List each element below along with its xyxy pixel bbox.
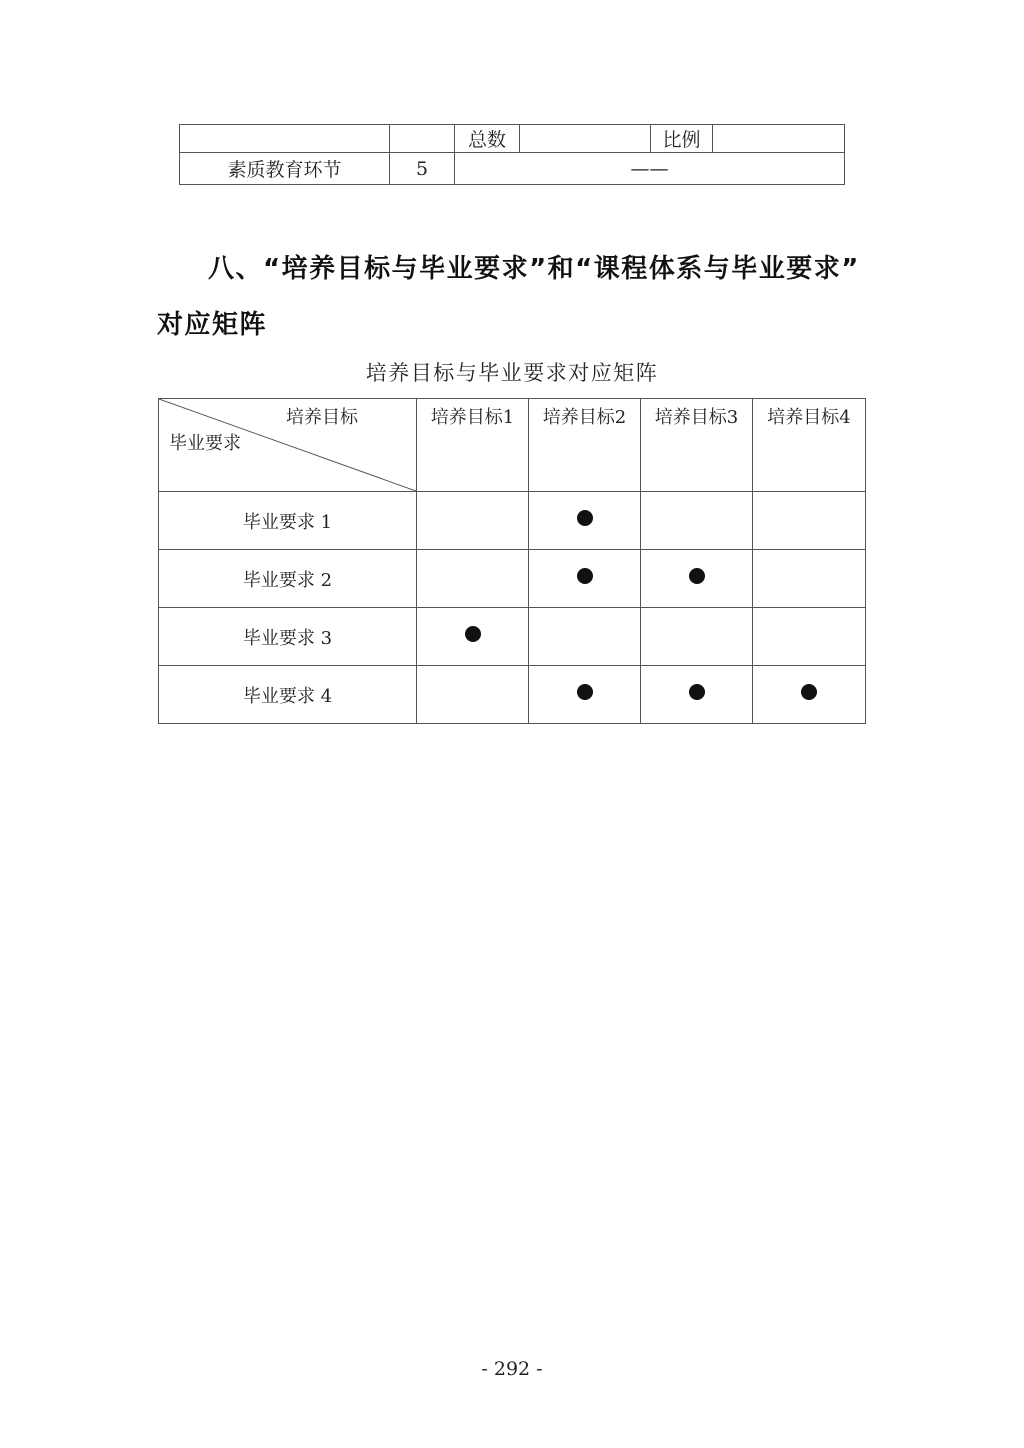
matrix-row (159, 608, 866, 666)
matrix-header-row (159, 399, 866, 492)
summary-table (179, 124, 845, 185)
matrix-cell (529, 666, 641, 724)
filled-dot-icon (689, 568, 705, 584)
corner-label-columns: 培养目标 (286, 407, 358, 428)
matrix-cell (641, 550, 753, 608)
section-heading: 八、“培养目标与毕业要求”和“课程体系与毕业要求” (208, 254, 860, 284)
matrix-cell (417, 492, 529, 550)
header-total: 总数 (455, 125, 520, 153)
page-number: - 292 - (481, 1358, 543, 1380)
header-ratio: 比例 (651, 125, 713, 153)
corner-label-rows: 毕业要求 (169, 433, 241, 454)
matrix-cell (753, 550, 866, 608)
matrix-cell (753, 608, 866, 666)
row-label: 素质教育环节 (180, 153, 390, 185)
row-label: 毕业要求 2 (159, 550, 417, 608)
matrix-cell (753, 666, 866, 724)
matrix-cell (417, 608, 529, 666)
matrix-cell (417, 666, 529, 724)
matrix-cell (529, 492, 641, 550)
matrix-cell (529, 608, 641, 666)
corner-cell (159, 399, 417, 492)
matrix-cell (641, 666, 753, 724)
row-label: 毕业要求 1 (159, 492, 417, 550)
table-cell (713, 125, 845, 153)
matrix-caption: 培养目标与毕业要求对应矩阵 (365, 361, 659, 385)
column-header: 培养目标1 (417, 399, 529, 492)
column-header: 培养目标4 (753, 399, 866, 492)
table-cell (180, 125, 390, 153)
column-header: 培养目标2 (529, 399, 641, 492)
filled-dot-icon (465, 626, 481, 642)
matrix-cell (417, 550, 529, 608)
correspondence-matrix (158, 398, 866, 724)
filled-dot-icon (689, 684, 705, 700)
table-cell (520, 125, 651, 153)
table-cell (390, 125, 455, 153)
matrix-row (159, 492, 866, 550)
row-label: 毕业要求 3 (159, 608, 417, 666)
row-count: 5 (390, 153, 455, 185)
row-dash: —— (455, 153, 845, 185)
matrix-cell (753, 492, 866, 550)
filled-dot-icon (577, 568, 593, 584)
table-row (180, 153, 845, 185)
matrix-row (159, 666, 866, 724)
filled-dot-icon (577, 510, 593, 526)
table-row (180, 125, 845, 153)
matrix-row (159, 550, 866, 608)
filled-dot-icon (577, 684, 593, 700)
filled-dot-icon (801, 684, 817, 700)
section-heading-continued: 对应矩阵 (157, 310, 268, 340)
matrix-cell (641, 608, 753, 666)
matrix-cell (641, 492, 753, 550)
column-header: 培养目标3 (641, 399, 753, 492)
row-label: 毕业要求 4 (159, 666, 417, 724)
matrix-cell (529, 550, 641, 608)
matrix-body (159, 492, 866, 724)
